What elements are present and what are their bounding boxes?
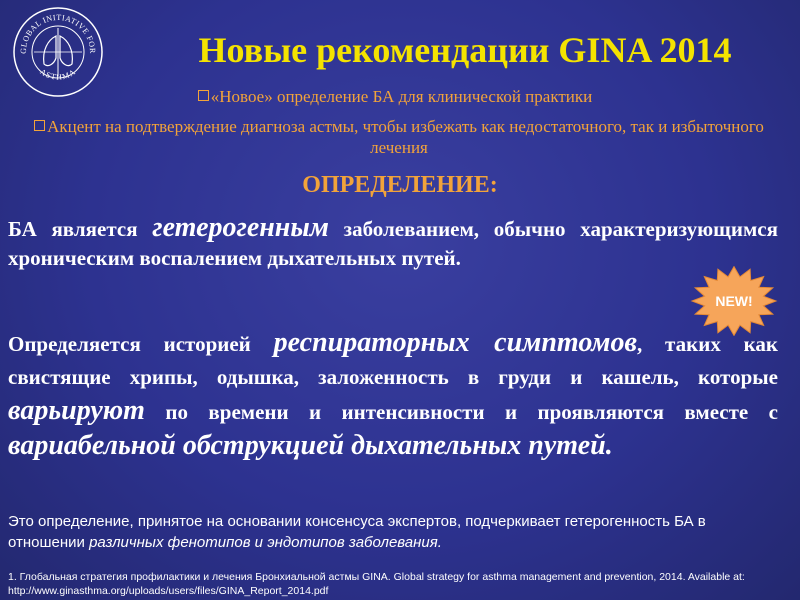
gina-logo <box>12 6 104 98</box>
footnote: 1. Глобальная стратегия профилактики и лечения Бронхиальной астмы GINA. Global strategy for asthma management and prevention, 2014. Available at: http://www.ginasthma.org/uploads/users/files/GINA_Report_2014.pdf <box>8 571 745 597</box>
slide-title: Новые рекомендации GINA 2014 <box>198 30 732 70</box>
bullet-item: Акцент на подтверждение диагноза астмы, чтобы избежать как недостаточного, так и избыточного лечения <box>14 116 784 158</box>
bullet-item: «Новое» определение БА для клинической практики <box>150 86 640 107</box>
checkbox-bullet-icon <box>198 90 209 101</box>
emphasis-text: респираторных симптомов <box>273 327 637 358</box>
definition-paragraph-2: Определяется историей респираторных симптомов, таких как свистящие хрипы, одышка, заложенность в груди и кашель, которые варьируют по времени и интенсивности и проявляются вместе с вариабельной обструкцией дыхательных путей. <box>8 327 779 461</box>
logo-text-top: GLOBAL INITIATIVE FOR <box>18 12 98 54</box>
definition-heading: ОПРЕДЕЛЕНИЕ: <box>302 172 498 198</box>
emphasis-text: варьируют <box>8 395 145 426</box>
logo-text-bottom: ASTHMA <box>38 67 78 82</box>
new-badge-label: NEW! <box>715 293 753 309</box>
checkbox-bullet-icon <box>34 120 45 131</box>
emphasis-text: различных фенотипов и эндотипов заболевания. <box>89 534 442 551</box>
emphasis-text: вариабельной обструкцией дыхательных путей. <box>8 430 613 461</box>
definition-note: Это определение, принятое на основании консенсуса экспертов, подчеркивает гетерогенность БА в отношении различных фенотипов и эндотипов заболевания. <box>8 513 706 551</box>
emphasis-text: гетерогенным <box>152 212 329 243</box>
definition-paragraph-1: БА является гетерогенным заболеванием, обычно характеризующимся хроническим воспалением дыхательных путей. <box>8 212 778 270</box>
